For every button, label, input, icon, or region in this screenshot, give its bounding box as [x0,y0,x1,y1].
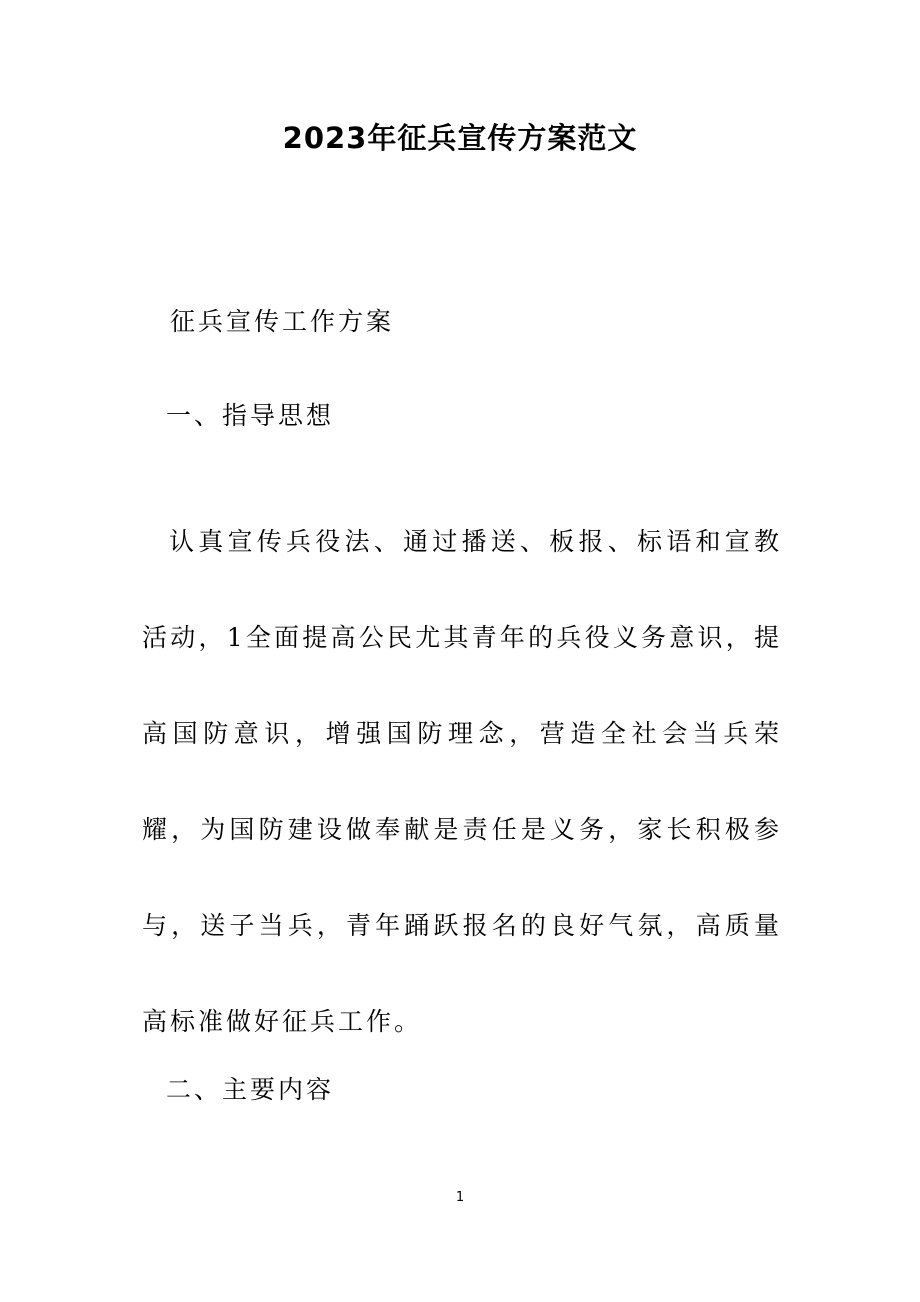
page-number: 1 [455,1190,465,1205]
document-title: 2023年征兵宣传方案范文 [282,121,638,155]
section-heading-main-content: 二、主要内容 [166,1075,335,1104]
document-subtitle: 征兵宣传工作方案 [170,307,395,336]
section-paragraph-guiding-ideology: 认真宣传兵役法、通过播送、板报、标语和宣教活动，1全面提高公民尤其青年的兵役义务意识，提高国防意识，增强国防理念，营造全社会当兵荣耀，为国防建设做奉献是责任是义务，家长积极参与，送子当兵，青年踊跃报名的良好气氛，高质量高标准做好征兵工作。 [142,527,782,1036]
section-heading-guiding-ideology: 一、指导思想 [166,401,335,430]
